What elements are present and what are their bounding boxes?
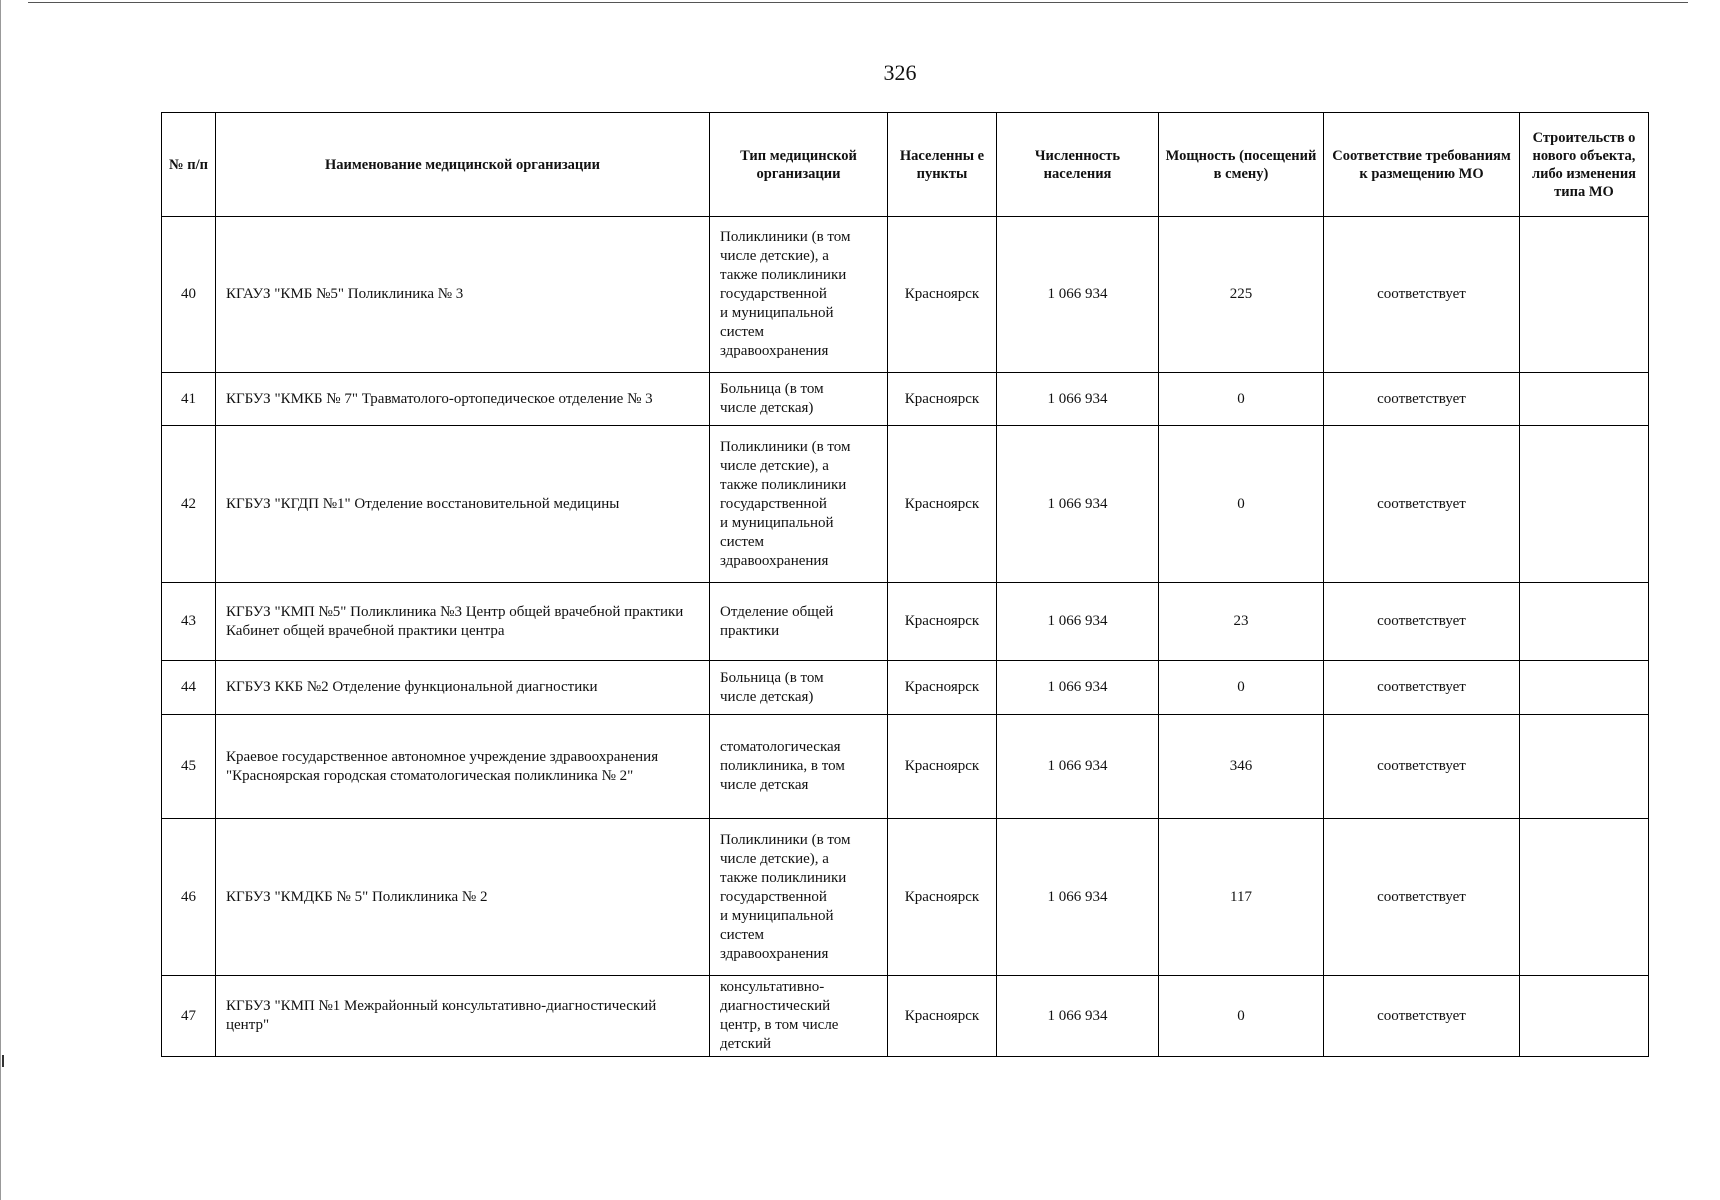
table-row	[162, 583, 1649, 661]
organization-type-line: Поликлиники (в том	[720, 229, 851, 245]
organization-type-line: систем	[720, 533, 765, 550]
header-population: Численность населения	[997, 113, 1159, 217]
capacity: 225	[1159, 217, 1324, 373]
scan-mark	[2, 1055, 4, 1067]
organization-type-line: здравоохранения	[720, 552, 829, 569]
header-num: № п/п	[162, 113, 216, 217]
organization-type-line: центр, в том числе	[720, 1017, 839, 1033]
organization-type-line: и муниципальной	[720, 514, 834, 531]
medical-organizations-table	[161, 112, 1649, 1057]
row-number: 41	[162, 373, 216, 426]
population: 1 066 934	[997, 976, 1159, 1057]
compliance: соответствует	[1324, 373, 1520, 426]
organization-type-line: консультативно-	[720, 979, 825, 995]
organization-type-line: и муниципальной	[720, 305, 834, 321]
row-number: 43	[162, 583, 216, 661]
header-name: Наименование медицинской организации	[216, 113, 710, 217]
locality: Красноярск	[888, 373, 997, 426]
locality: Красноярск	[888, 976, 997, 1057]
table-row	[162, 426, 1649, 583]
header-locality: Населенны е пункты	[888, 113, 997, 217]
table-row	[162, 661, 1649, 715]
capacity: 117	[1159, 819, 1324, 976]
row-number: 44	[162, 661, 216, 715]
organization-type-line: государственной	[720, 495, 827, 512]
organization-type	[710, 217, 888, 373]
population: 1 066 934	[997, 819, 1159, 976]
construction	[1520, 373, 1649, 426]
capacity: 0	[1159, 661, 1324, 715]
organization-type-line: систем	[720, 926, 765, 943]
organization-type	[710, 715, 888, 819]
organization-type	[710, 583, 888, 661]
population: 1 066 934	[997, 583, 1159, 661]
compliance: соответствует	[1324, 819, 1520, 976]
organization-type-line: и муниципальной	[720, 907, 834, 924]
organization-name: КГБУЗ "КМКБ № 7" Травматолого-ортопедическое отделение № 3	[216, 373, 710, 426]
header-type: Тип медицинской организации	[710, 113, 888, 217]
table-row	[162, 819, 1649, 976]
locality: Красноярск	[888, 715, 997, 819]
population: 1 066 934	[997, 426, 1159, 583]
organization-type-line: числе детские), а	[720, 248, 829, 264]
organization-type-line: практики	[720, 622, 780, 639]
compliance: соответствует	[1324, 426, 1520, 583]
compliance: соответствует	[1324, 661, 1520, 715]
organization-name: КГБУЗ ККБ №2 Отделение функциональной диагностики	[216, 661, 710, 715]
header-capacity: Мощность (посещений в смену)	[1159, 113, 1324, 217]
construction	[1520, 217, 1649, 373]
table-row	[162, 976, 1649, 1057]
row-number: 45	[162, 715, 216, 819]
construction	[1520, 661, 1649, 715]
organization-type	[710, 819, 888, 976]
compliance: соответствует	[1324, 715, 1520, 819]
organization-type-line: Отделение общей	[720, 603, 834, 620]
organization-name: КГБУЗ "КМДКБ № 5" Поликлиника № 2	[216, 819, 710, 976]
scan-top-border	[28, 2, 1688, 3]
locality: Красноярск	[888, 426, 997, 583]
construction	[1520, 583, 1649, 661]
organization-name: КГБУЗ "КМП №5" Поликлиника №3 Центр общей врачебной практики Кабинет общей врачебной практики центра	[216, 583, 710, 661]
capacity: 0	[1159, 373, 1324, 426]
organization-type-line: государственной	[720, 286, 827, 302]
construction	[1520, 819, 1649, 976]
organization-type-line: диагностический	[720, 998, 831, 1014]
locality: Красноярск	[888, 583, 997, 661]
table-body	[162, 217, 1649, 1057]
construction	[1520, 715, 1649, 819]
organization-type-line: числе детская)	[720, 400, 814, 416]
row-number: 40	[162, 217, 216, 373]
organization-name: КГБУЗ "КГДП №1" Отделение восстановительной медицины	[216, 426, 710, 583]
table-row	[162, 373, 1649, 426]
organization-type-line: также поликлиники	[720, 869, 847, 886]
organization-type-line: государственной	[720, 888, 827, 905]
locality: Красноярск	[888, 217, 997, 373]
locality: Красноярск	[888, 819, 997, 976]
capacity: 346	[1159, 715, 1324, 819]
organization-type-line: также поликлиники	[720, 267, 847, 283]
organization-type-line: систем	[720, 324, 765, 340]
construction	[1520, 976, 1649, 1057]
organization-type-line: Больница (в том	[720, 669, 824, 686]
organization-type-line: здравоохранения	[720, 945, 829, 962]
organization-name: КГБУЗ "КМП №1 Межрайонный консультативно-диагностический центр"	[216, 976, 710, 1057]
compliance: соответствует	[1324, 976, 1520, 1057]
organization-type-line: числе детские), а	[720, 850, 829, 867]
organization-type-line: Поликлиники (в том	[720, 438, 851, 455]
organization-type-line: Больница (в том	[720, 381, 824, 397]
row-number: 42	[162, 426, 216, 583]
row-number: 46	[162, 819, 216, 976]
row-number: 47	[162, 976, 216, 1057]
page-number: 326	[883, 60, 917, 85]
compliance: соответствует	[1324, 217, 1520, 373]
header-row	[162, 113, 1649, 217]
organization-name: Краевое государственное автономное учреждение здравоохранения "Красноярская городская стоматологическая поликлиника № 2"	[216, 715, 710, 819]
organization-type-line: также поликлиники	[720, 476, 847, 493]
organization-type	[710, 426, 888, 583]
table-row	[162, 715, 1649, 819]
population: 1 066 934	[997, 373, 1159, 426]
population: 1 066 934	[997, 715, 1159, 819]
construction	[1520, 426, 1649, 583]
organization-type-line: числе детская	[720, 777, 809, 793]
header-compliance: Соответствие требованиям к размещению МО	[1324, 113, 1520, 217]
population: 1 066 934	[997, 661, 1159, 715]
organization-type-line: Поликлиники (в том	[720, 831, 851, 848]
table-row	[162, 217, 1649, 373]
organization-type-line: здравоохранения	[720, 343, 829, 359]
locality: Красноярск	[888, 661, 997, 715]
organization-type-line: детский	[720, 1036, 772, 1052]
organization-name: КГАУЗ "КМБ №5" Поликлиника № 3	[216, 217, 710, 373]
organization-type-line: поликлиника, в том	[720, 758, 845, 774]
capacity: 0	[1159, 976, 1324, 1057]
population: 1 066 934	[997, 217, 1159, 373]
organization-type	[710, 661, 888, 715]
header-construction: Строительств о нового объекта, либо изменения типа МО	[1520, 113, 1649, 217]
capacity: 0	[1159, 426, 1324, 583]
capacity: 23	[1159, 583, 1324, 661]
organization-type	[710, 373, 888, 426]
compliance: соответствует	[1324, 583, 1520, 661]
organization-type	[710, 976, 888, 1057]
organization-type-line: числе детская)	[720, 688, 814, 705]
organization-type-line: числе детские), а	[720, 457, 829, 474]
scan-left-edge	[0, 0, 1, 1200]
organization-type-line: стоматологическая	[720, 739, 841, 755]
